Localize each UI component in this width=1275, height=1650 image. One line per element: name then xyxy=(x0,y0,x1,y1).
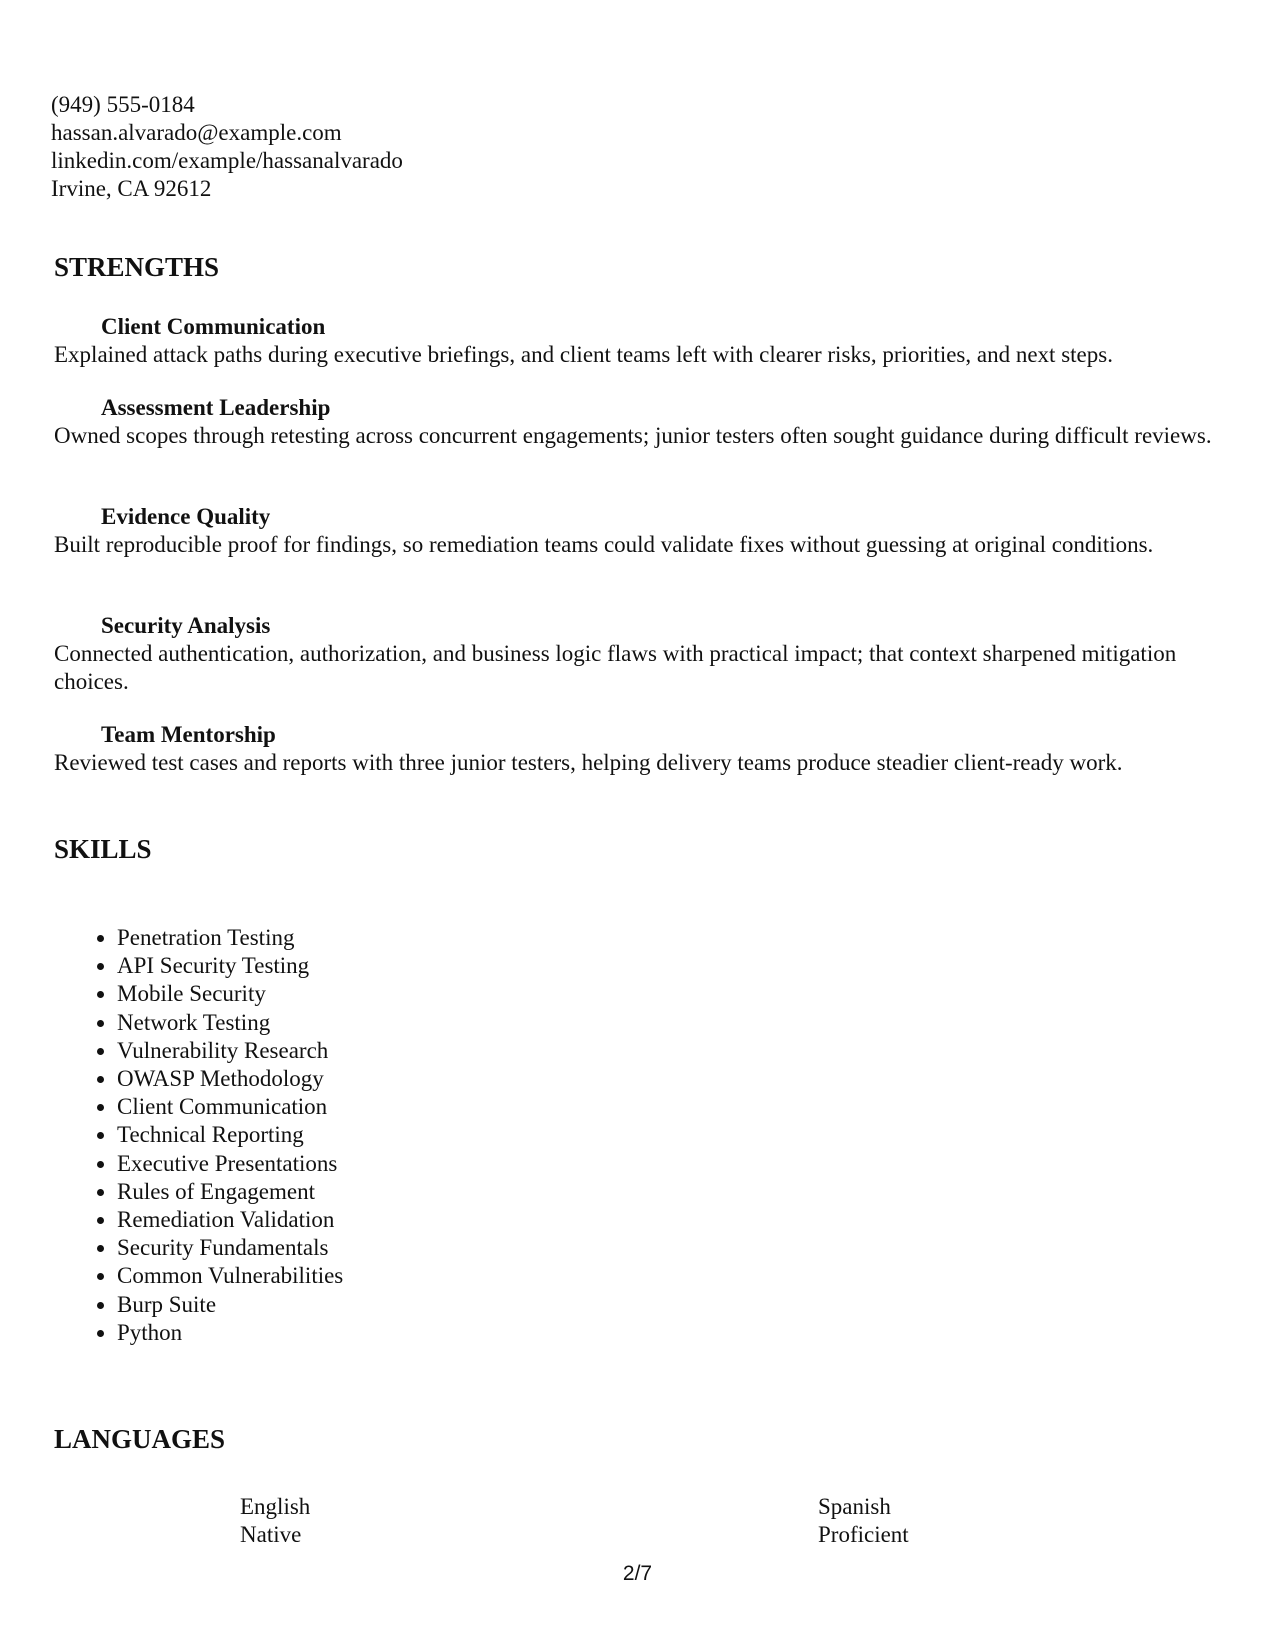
list-item: • Security Fundamentals xyxy=(117,1234,343,1262)
strength-item xyxy=(54,503,1234,559)
list-item: • Client Communication xyxy=(117,1093,343,1121)
strength-name: Assessment Leadership xyxy=(101,395,331,420)
contact-linkedin: linkedin.com/example/hassanalvarado xyxy=(51,148,403,173)
list-item: • Python xyxy=(117,1319,343,1347)
strength-name: Security Analysis xyxy=(101,613,271,638)
contact-location: Irvine, CA 92612 xyxy=(51,176,212,201)
list-item: • Penetration Testing xyxy=(117,924,343,952)
strength-description: Connected authentication, authorization, and business logic flaws with practical impact; that context sharpened mitigation choices. xyxy=(54,641,1177,694)
list-item: • Common Vulnerabilities xyxy=(117,1262,343,1290)
list-item: • API Security Testing xyxy=(117,952,343,980)
contact-email: hassan.alvarado@example.com xyxy=(51,120,342,145)
page-number: 2/7 xyxy=(622,1562,653,1585)
list-item: • Technical Reporting xyxy=(117,1121,343,1149)
list-item: • Vulnerability Research xyxy=(117,1037,343,1065)
strength-item xyxy=(54,612,1234,696)
strength-name: Evidence Quality xyxy=(101,504,271,529)
language-level: Native xyxy=(240,1522,302,1547)
language-name: English xyxy=(240,1494,311,1519)
language-level: Proficient xyxy=(818,1522,909,1547)
language-item xyxy=(818,1493,909,1549)
strength-item xyxy=(54,313,1234,369)
list-item: • OWASP Methodology xyxy=(117,1065,343,1093)
list-item: • Remediation Validation xyxy=(117,1206,343,1234)
strength-description: Reviewed test cases and reports with three junior testers, helping delivery teams produce steadier client-ready work. xyxy=(54,750,1123,775)
skills-list xyxy=(54,924,343,1347)
contact-phone: (949) 555-0184 xyxy=(51,92,195,117)
strength-name: Client Communication xyxy=(101,314,326,339)
languages-heading: LANGUAGES xyxy=(54,1424,226,1454)
list-item: • Burp Suite xyxy=(117,1291,343,1319)
contact-block xyxy=(51,91,403,203)
strengths-heading: STRENGTHS xyxy=(54,252,220,282)
skills-heading: SKILLS xyxy=(54,834,152,864)
language-name: Spanish xyxy=(818,1494,891,1519)
strength-item xyxy=(54,394,1234,450)
strength-description: Owned scopes through retesting across concurrent engagements; junior testers often sought guidance during difficult reviews. xyxy=(54,423,1212,448)
list-item: • Mobile Security xyxy=(117,980,343,1008)
strength-description: Built reproducible proof for findings, so remediation teams could validate fixes without guessing at original conditions. xyxy=(54,532,1154,557)
strength-description: Explained attack paths during executive briefings, and client teams left with clearer risks, priorities, and next steps. xyxy=(54,342,1113,367)
strength-name: Team Mentorship xyxy=(101,722,276,747)
strength-item xyxy=(54,721,1234,777)
language-item xyxy=(240,1493,310,1549)
list-item: • Rules of Engagement xyxy=(117,1178,343,1206)
list-item: • Executive Presentations xyxy=(117,1150,343,1178)
list-item: • Network Testing xyxy=(117,1009,343,1037)
